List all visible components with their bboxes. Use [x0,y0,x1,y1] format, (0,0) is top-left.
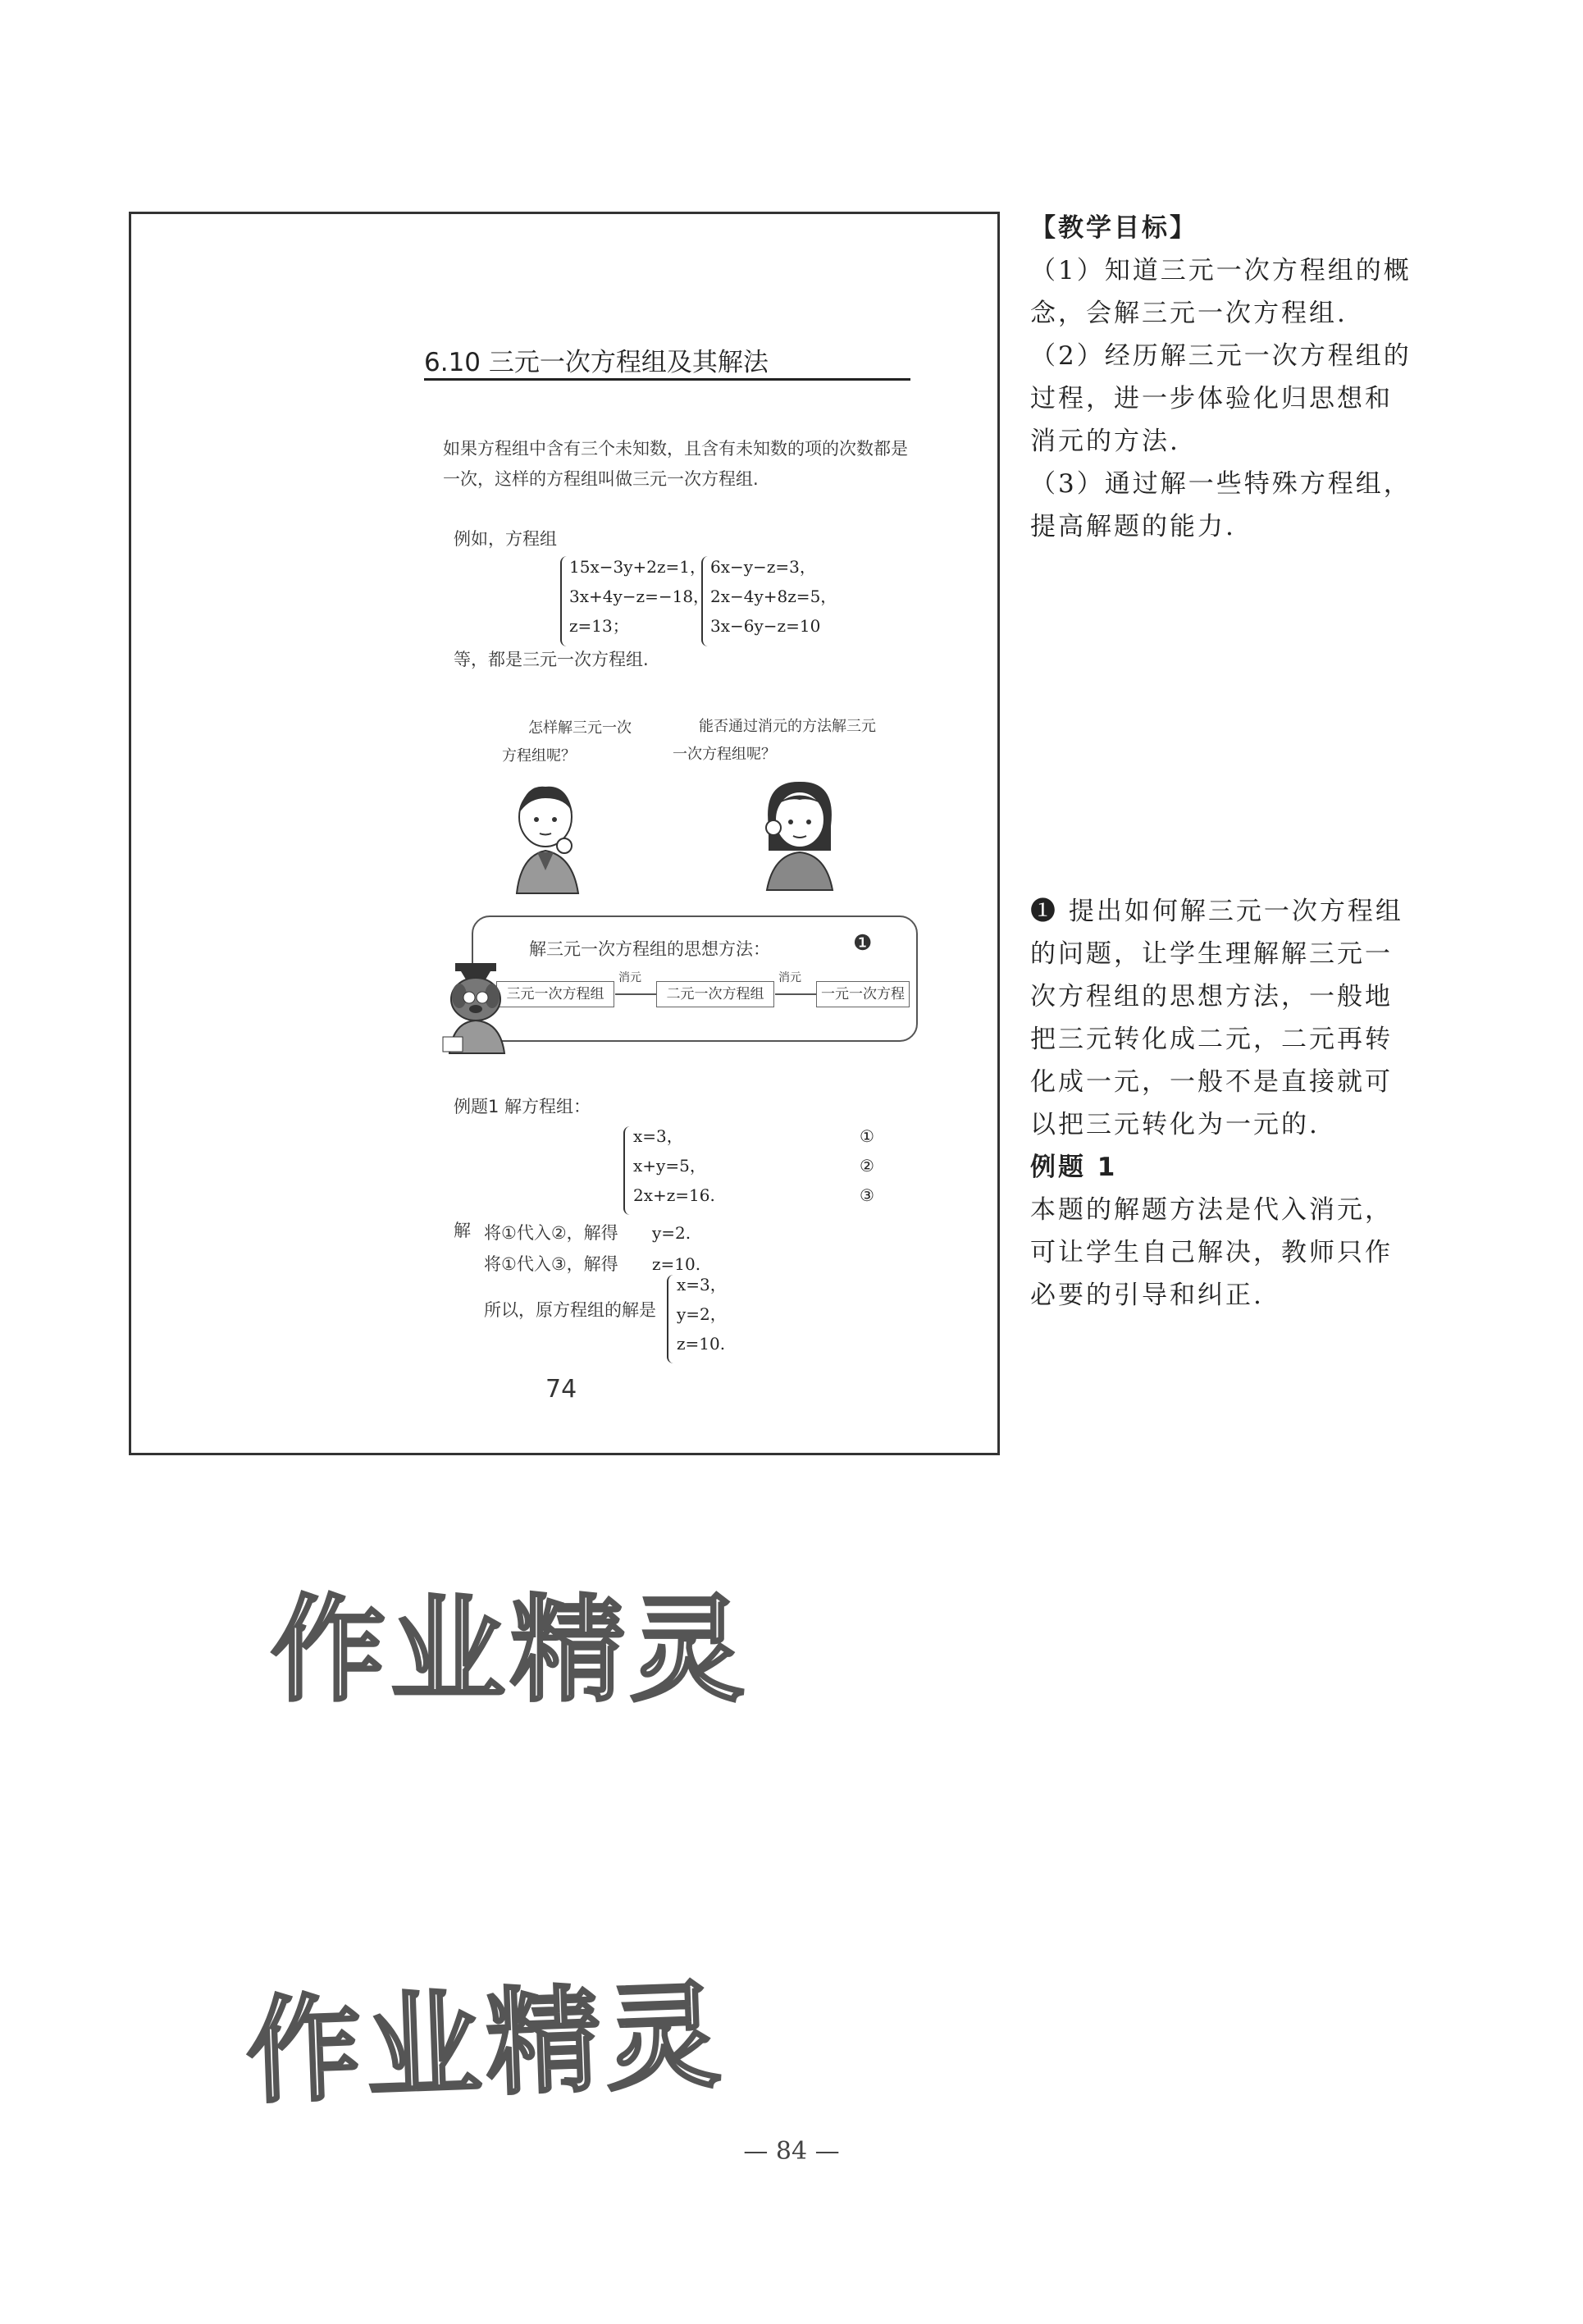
bubble-right-line1: 能否通过消元的方法解三元 [699,718,876,735]
goal-line-6: （3）通过解一些特殊方程组， [1030,469,1412,499]
marker-2: ② [860,1156,874,1176]
flow-box-three-var: 三元一次方程组 [496,981,614,1007]
teaching-goals [1030,207,1416,548]
goal-line-4: 过程，进一步体验化归思想和 [1030,384,1393,413]
section-title: 6.10 三元一次方程组及其解法 [424,348,769,377]
example1-eq1: x=3， [633,1126,683,1146]
brace-example1 [623,1126,633,1215]
answer-eq2: y=2， [677,1304,727,1324]
after-systems-text: 等，都是三元一次方程组. [454,650,649,669]
note1-line-3: 次方程组的思想方法，一般地 [1030,982,1393,1011]
flow-box-one-var: 一元一次方程 [816,981,910,1007]
watermark-1: 作业精灵 [271,1584,750,1718]
note1-line-4: 把三元转化成二元，二元再转 [1030,1025,1393,1054]
marker-1: ① [860,1126,874,1146]
watermark-2: 作业精灵 [244,1969,728,2121]
note1-line-5: 化成一元，一般不是直接就可 [1030,1067,1393,1097]
system-b-eq2: 2x−4y+8z=5， [710,587,837,606]
textbook-page-frame [129,212,1000,1455]
example-note-line-3: 必要的引导和纠正. [1030,1281,1264,1310]
system-b-eq1: 6x−y−z=3， [710,557,816,577]
page-number: — 84 — [743,2137,840,2166]
answer-eq1: x=3， [677,1275,727,1294]
note1-line-2: 的问题，让学生理解解三元一 [1030,939,1393,969]
example1-markers [860,1121,874,1210]
system-a-eq3: z=13； [569,616,629,636]
boy-illustration [500,780,599,895]
intro-paragraph: 如果方程组中含有三个未知数，且含有未知数的项的次数都是一次，这样的方程组叫做三元一次方程组. [443,439,908,489]
goal-line-7: 提高解题的能力. [1030,512,1236,541]
solution-label: 解 [454,1221,471,1240]
solution-step-1: 将①代入②，解得 [484,1223,618,1243]
goals-heading: 【教学目标】 [1030,213,1198,243]
example1-label: 例题1 解方程组： [454,1097,591,1116]
answer-system [677,1270,727,1358]
example-note-line-2: 可让学生自己解决，教师只作 [1030,1238,1393,1267]
solution-result-1: y=2. [652,1223,691,1243]
example1-eq3: 2x+z=16. [633,1185,715,1205]
inner-page-number: 74 [545,1375,577,1404]
method-marker: ❶ [853,931,873,956]
example-heading: 例题 1 [1030,1153,1118,1182]
marker-3: ③ [860,1185,874,1205]
example1-system [633,1121,715,1210]
solution-result-2: z=10. [652,1254,701,1274]
method-box [472,915,918,1042]
bubble-right-line2: 一次方程组呢？ [673,746,776,763]
title-underline [424,378,910,381]
solution-steps [484,1217,618,1280]
goal-line-5: 消元的方法. [1030,427,1180,456]
note-1 [1030,890,1416,1317]
flow-arrow-1-label: 消元 [618,971,641,984]
example-note-line-1: 本题的解题方法是代入消元， [1030,1195,1393,1225]
girl-illustration [750,777,849,892]
system-a [569,552,709,641]
system-a-eq1: 15x−3y+2z=1， [569,557,707,577]
example-intro: 例如，方程组 [454,529,557,549]
flow-arrow-2-label: 消元 [778,971,801,984]
brace-answer [667,1275,677,1363]
mascot-dog-illustration [435,957,521,1055]
goal-line-1: （1）知道三元一次方程组的概 [1030,256,1412,285]
goal-line-3: （2）经历解三元一次方程组的 [1030,341,1412,371]
bubble-left [502,715,632,770]
flow-box-two-var: 二元一次方程组 [656,981,774,1007]
answer-eq3: z=10. [677,1334,726,1354]
system-a-eq2: 3x+4y−z=−18， [569,587,710,606]
note1-line-1: ❶ 提出如何解三元一次方程组 [1030,897,1403,926]
system-b-eq3: 3x−6y−z=10 [710,616,821,636]
answer-lead: 所以，原方程组的解是 [484,1300,656,1320]
goal-line-2: 念，会解三元一次方程组. [1030,299,1348,328]
method-title: 解三元一次方程组的思想方法： [529,939,770,959]
bubble-left-line2: 方程组呢？ [502,747,576,765]
solution-step-2: 将①代入③，解得 [484,1254,618,1274]
system-b [710,552,837,641]
note1-line-6: 以把三元转化为一元的. [1030,1110,1320,1139]
bubble-left-line1: 怎样解三元一次 [528,719,632,737]
bubble-right [673,713,876,769]
example1-eq2: x+y=5， [633,1156,706,1176]
